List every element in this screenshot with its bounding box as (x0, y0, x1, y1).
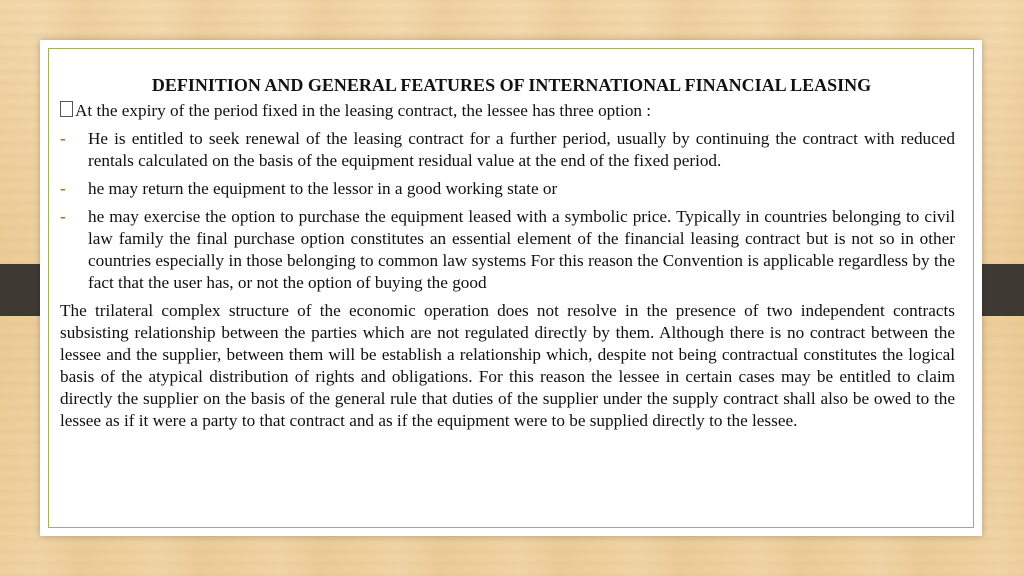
option-item (60, 178, 955, 200)
option-item (60, 206, 955, 294)
dash-marker: - (60, 207, 66, 226)
option-item (60, 128, 955, 172)
dash-marker: - (60, 129, 66, 148)
dash-marker: - (60, 179, 66, 198)
option-text: he may exercise the option to purchase the equipment leased with a symbolic price. Typically in countries belonging to civil law family the final purchase option constitutes an essential element of the financial leasing contract but is not so in other countries especially in those belonging to common law systems For this reason the Convention is applicable regardless by the fact that the user has, or not the option of buying the good (88, 207, 955, 292)
slide-title: DEFINITION AND GENERAL FEATURES OF INTERNATIONAL FINANCIAL LEASING (151, 75, 872, 95)
slide-content (60, 74, 955, 432)
option-text: He is entitled to seek renewal of the leasing contract for a further period, usually by continuing the contract with reduced rentals calculated on the basis of the equipment residual value at the end of the fixed period. (88, 129, 955, 170)
bullet-box-icon (60, 101, 73, 117)
intro-line (60, 100, 955, 122)
intro-text: At the expiry of the period fixed in the leasing contract, the lessee has three option : (75, 101, 652, 120)
option-text: he may return the equipment to the lessor in a good working state or (88, 179, 558, 198)
body-paragraph: The trilateral complex structure of the economic operation does not resolve in the presence of two independent contracts subsisting relationship between the parties which are not regulated directly by them. Although there is no contract between the lessee and the supplier, between them will be establish a relationship which, despite not being contractual constitutes the logical basis of the atypical distribution of rights and obligations. For this reason the lessee in certain cases may be entitled to claim directly the supplier on the basis of the general rule that duties of the supplier under the supply contract shall also be owed to the lessee as if it were a party to that contract and as if the equipment were to be supplied directly to the lessee. (60, 301, 955, 430)
